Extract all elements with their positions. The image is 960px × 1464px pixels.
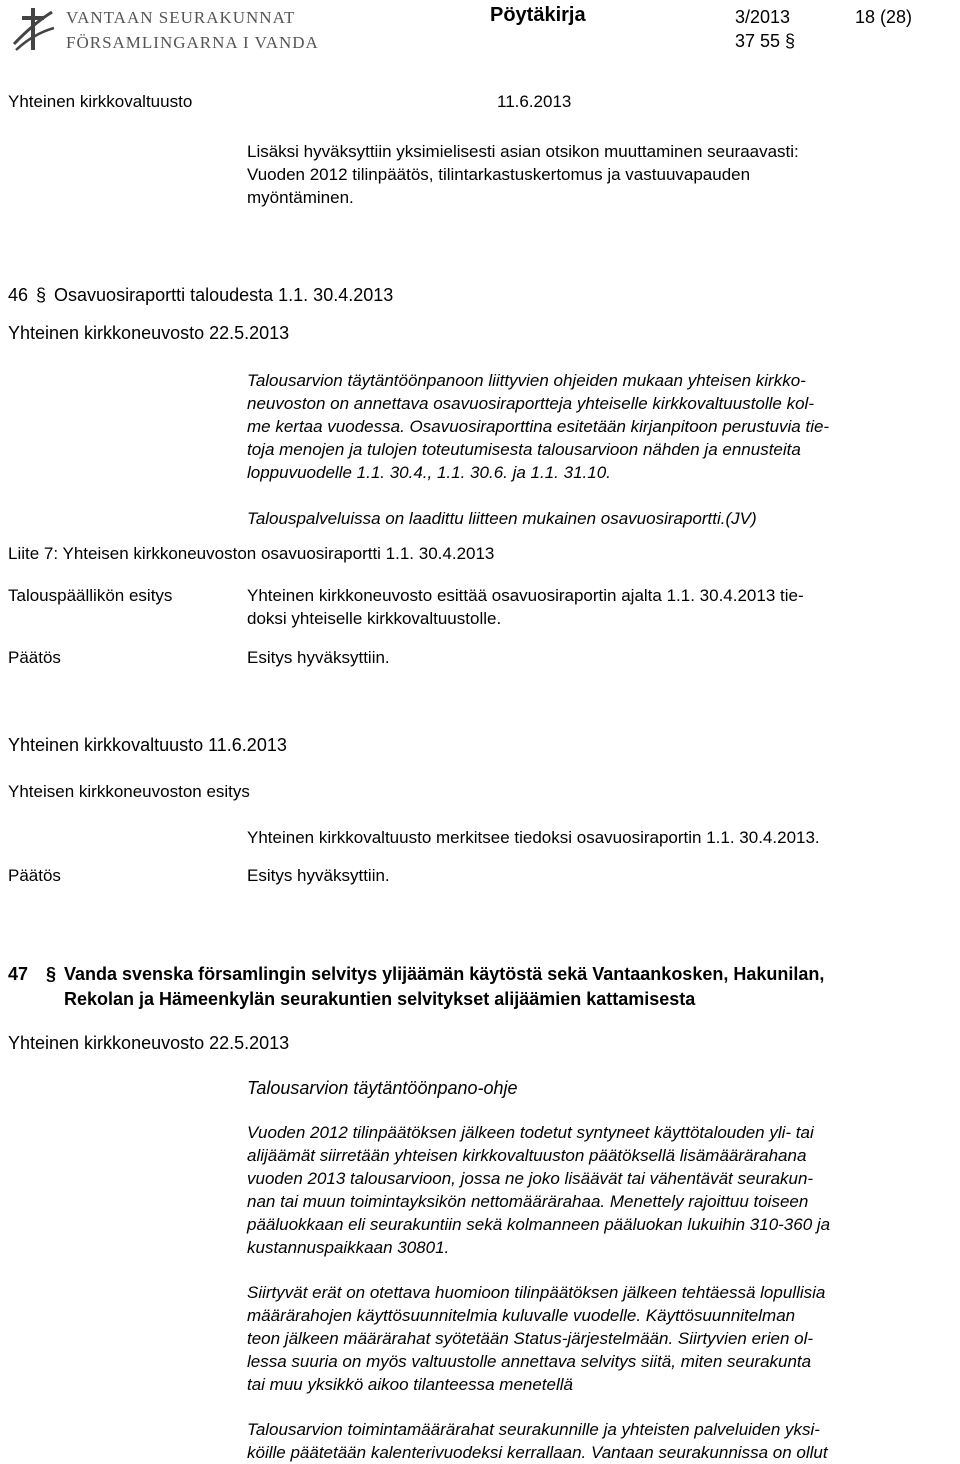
proposal-label: Talouspäällikön esitys — [8, 586, 173, 605]
text-line: Yhteinen kirkkoneuvosto esittää osavuosiraportin ajalta 1.1. 30.4.2013 tie- — [247, 586, 804, 605]
text-line: alijäämät siirretään yhteisen kirkkovaltuuston päätöksellä lisämäärärahana — [247, 1146, 807, 1165]
text-line: neuvoston on annettava osavuosiraportteja yhteiselle kirkkovaltuustolle kol- — [247, 394, 814, 413]
section-range: 37 55 § — [735, 31, 796, 51]
text-line: loppuvuodelle 1.1. 30.4., 1.1. 30.6. ja 1.1. 31.10. — [247, 463, 611, 482]
board-meeting-label: Yhteinen kirkkoneuvosto 22.5.2013 — [8, 323, 290, 343]
text-line: Talousarvion täytäntöönpanoon liittyvien ohjeiden mukaan yhteisen kirkko- — [247, 371, 806, 390]
page-number: 18 (28) — [855, 7, 913, 27]
text-line: köille päätetään kalenterivuodeksi kerrallaan. Vantaan seurakunnissa on ollut — [247, 1443, 828, 1462]
header-date: 11.6.2013 — [497, 92, 572, 111]
section-sign: § — [45, 964, 56, 984]
org-name-finnish: VANTAAN SEURAKUNNAT — [66, 8, 296, 27]
guideline-paragraph — [247, 1121, 952, 1259]
header-body-name: Yhteinen kirkkovaltuusto — [8, 92, 193, 111]
text-line: Vuoden 2012 tilinpäätöksen jälkeen todetut syntyneet käyttötalouden yli- tai — [247, 1123, 814, 1142]
section-title-continued: Rekolan ja Hämeenkylän seurakuntien selvitykset alijäämien kattamisesta — [64, 989, 696, 1009]
text-line: Talousarvion toimintamäärärahat seurakunnille ja yhteisten palveluiden yksi- — [247, 1420, 820, 1439]
text-line: doksi yhteiselle kirkkovaltuustolle. — [247, 609, 502, 628]
section-number: 46 — [8, 285, 29, 305]
text-line: Siirtyvät erät on otettava huomioon tilinpäätöksen jälkeen tehtäessä lopullisia — [247, 1283, 826, 1302]
section-title: Vanda svenska församlingin selvitys ylijäämän käytöstä sekä Vantaankosken, Hakunilan, — [64, 964, 825, 984]
document-number: 3/2013 — [735, 7, 791, 27]
guideline-paragraph — [247, 1418, 952, 1464]
council-proposal-label: Yhteisen kirkkoneuvoston esitys — [8, 782, 250, 801]
section-sign: § — [36, 285, 47, 305]
text-line: pääluokkaan eli seurakuntiin sekä kolmanneen pääluokan lukuihin 310-360 ja — [247, 1215, 831, 1234]
intro-line: myöntäminen. — [247, 188, 354, 207]
report-paragraph — [247, 369, 952, 484]
council-meeting-label: Yhteinen kirkkovaltuusto 11.6.2013 — [8, 735, 287, 755]
intro-line: Lisäksi hyväksyttiin yksimielisesti asian otsikon muuttaminen seuraavasti: — [247, 142, 799, 161]
section-title: Osavuosiraportti taloudesta 1.1. 30.4.2013 — [54, 285, 394, 305]
proposal-text — [247, 584, 952, 630]
intro-line: Vuoden 2012 tilinpäätös, tilintarkastuskertomus ja vastuuvapauden — [247, 165, 751, 184]
decision-text: Esitys hyväksyttiin. — [247, 648, 390, 667]
council-decision-label: Päätös — [8, 866, 61, 885]
text-line: teon jälkeen määrärahat syötetään Status-järjestelmään. Siirtyvien erien ol- — [247, 1329, 814, 1348]
council-decision-text: Esitys hyväksyttiin. — [247, 866, 390, 885]
church-logo-icon — [8, 4, 58, 54]
text-line: nan tai muun toimintayksikön nettomäärärahaa. Menettely rajoittuu toiseen — [247, 1192, 809, 1211]
org-name-swedish: FÖRSAMLINGARNA I VANDA — [66, 33, 319, 52]
board-meeting-label: Yhteinen kirkkoneuvosto 22.5.2013 — [8, 1033, 290, 1053]
text-line: toja menojen ja tulojen toteutumisesta talousarvioon nähden ja ennusteita — [247, 440, 801, 459]
text-line: lessa suuria on myös valtuustolle annettava selvitys siitä, miten seurakunta — [247, 1352, 812, 1371]
section-number: 47 — [8, 964, 29, 984]
text-line: me kertaa vuodessa. Osavuosiraporttina esitetään kirjanpitoon perustuvia tie- — [247, 417, 830, 436]
text-line: kustannuspaikkaan 30801. — [247, 1238, 450, 1257]
text-line: tai muu yksikkö aikoo tilanteessa menetellä — [247, 1375, 573, 1394]
intro-paragraph — [247, 140, 952, 209]
attachment-reference: Liite 7: Yhteisen kirkkoneuvoston osavuosiraportti 1.1. 30.4.2013 — [8, 544, 495, 563]
guideline-paragraph — [247, 1281, 952, 1396]
text-line: vuoden 2013 talousarvioon, jossa ne joko lisäävät tai vähentävät seurakun- — [247, 1169, 814, 1188]
report-note: Talouspalveluissa on laadittu liitteen mukainen osavuosiraportti.(JV) — [247, 509, 757, 528]
text-line: määrärahojen käyttösuunnitelmia kuluvalle vuodelle. Käyttösuunnitelman — [247, 1306, 796, 1325]
decision-label: Päätös — [8, 648, 61, 667]
council-proposal-text: Yhteinen kirkkovaltuusto merkitsee tiedoksi osavuosiraportin 1.1. 30.4.2013. — [247, 828, 820, 847]
section-46-heading — [8, 284, 393, 307]
subheading: Talousarvion täytäntöönpano-ohje — [247, 1078, 518, 1098]
document-type: Pöytäkirja — [490, 4, 586, 26]
section-47-heading — [8, 963, 948, 1011]
